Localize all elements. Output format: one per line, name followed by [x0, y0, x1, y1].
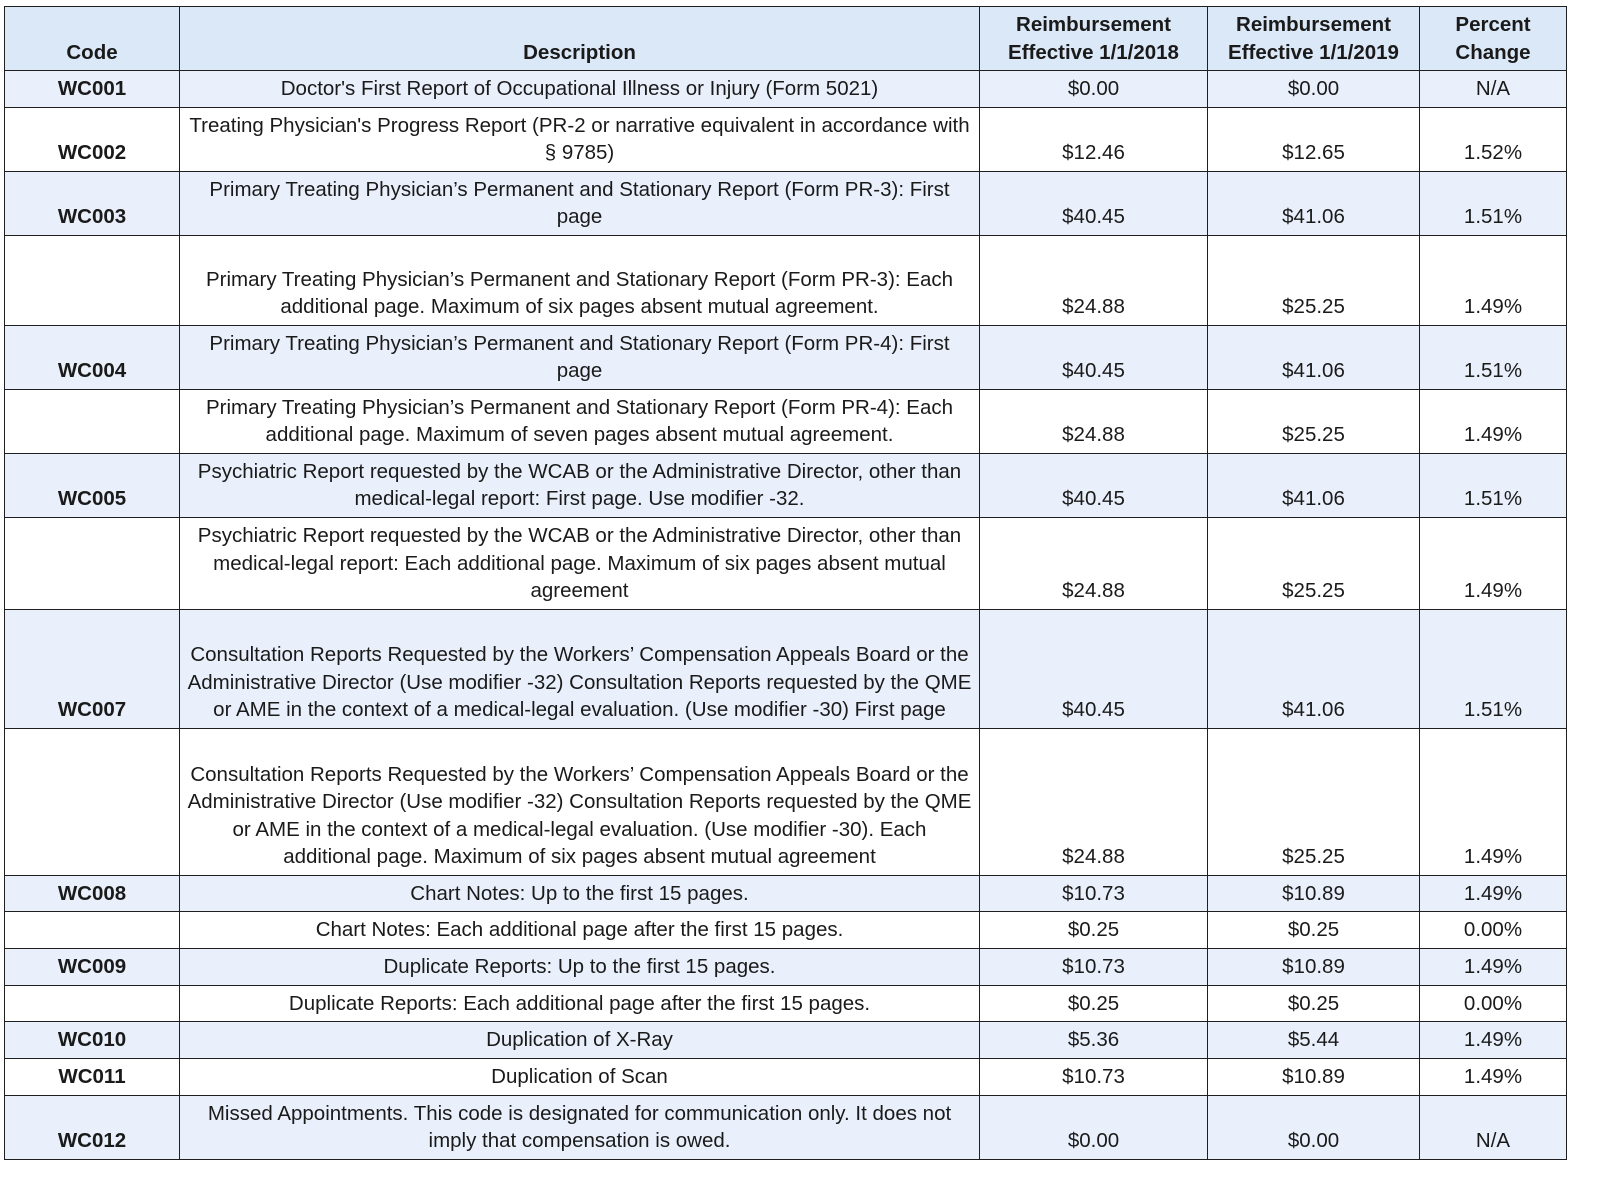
- reimbursement-2019-cell: $10.89: [1208, 875, 1420, 912]
- table-row: [5, 609, 1567, 728]
- header-description: Description: [180, 7, 980, 71]
- reimbursement-2018-cell: $0.25: [980, 985, 1208, 1022]
- code-cell: WC009: [5, 948, 180, 985]
- table-row: [5, 71, 1567, 108]
- percent-change-cell: 1.51%: [1420, 453, 1567, 517]
- percent-change-cell: 0.00%: [1420, 985, 1567, 1022]
- description-cell: Duplicate Reports: Each additional page after the first 15 pages.: [180, 985, 980, 1022]
- description-cell: Consultation Reports Requested by the Workers’ Compensation Appeals Board or the Administrative Director (Use modifier -32) Consultation Reports requested by the QME or AME in the context of a medical-legal evaluation. (Use modifier -30) First page: [180, 609, 980, 728]
- percent-change-cell: 1.49%: [1420, 875, 1567, 912]
- percent-change-cell: N/A: [1420, 1095, 1567, 1159]
- code-cell: WC008: [5, 875, 180, 912]
- description-cell: Primary Treating Physician’s Permanent and Stationary Report (Form PR-4): Each additional page. Maximum of seven pages absent mutual agreement.: [180, 389, 980, 453]
- code-cell: [5, 235, 180, 325]
- reimbursement-2018-cell: $24.88: [980, 517, 1208, 609]
- code-cell: WC002: [5, 107, 180, 171]
- percent-change-cell: 1.49%: [1420, 1058, 1567, 1095]
- table-row: [5, 912, 1567, 949]
- table-row: [5, 107, 1567, 171]
- percent-change-cell: 1.52%: [1420, 107, 1567, 171]
- table-row: [5, 389, 1567, 453]
- code-cell: [5, 517, 180, 609]
- reimbursement-2018-cell: $0.25: [980, 912, 1208, 949]
- table-row: [5, 1058, 1567, 1095]
- reimbursement-2019-cell: $0.00: [1208, 71, 1420, 108]
- description-cell: Treating Physician's Progress Report (PR-2 or narrative equivalent in accordance with § 9785): [180, 107, 980, 171]
- code-cell: WC012: [5, 1095, 180, 1159]
- reimbursement-2018-cell: $40.45: [980, 453, 1208, 517]
- percent-change-cell: 1.51%: [1420, 325, 1567, 389]
- code-cell: [5, 728, 180, 875]
- reimbursement-2019-cell: $0.25: [1208, 985, 1420, 1022]
- reimbursement-2018-cell: $0.00: [980, 1095, 1208, 1159]
- percent-change-cell: N/A: [1420, 71, 1567, 108]
- header-reimbursement-2019: Reimbursement Effective 1/1/2019: [1208, 7, 1420, 71]
- reimbursement-2018-cell: $10.73: [980, 1058, 1208, 1095]
- reimbursement-2019-cell: $25.25: [1208, 389, 1420, 453]
- reimbursement-2019-cell: $41.06: [1208, 171, 1420, 235]
- reimbursement-2019-cell: $0.00: [1208, 1095, 1420, 1159]
- description-cell: Consultation Reports Requested by the Workers’ Compensation Appeals Board or the Administrative Director (Use modifier -32) Consultation Reports requested by the QME or AME in the context of a medical-legal evaluation. (Use modifier -30). Each additional page. Maximum of six pages absent mutual agreement: [180, 728, 980, 875]
- reimbursement-2019-cell: $10.89: [1208, 948, 1420, 985]
- code-cell: WC001: [5, 71, 180, 108]
- code-cell: WC003: [5, 171, 180, 235]
- reimbursement-2019-cell: $41.06: [1208, 453, 1420, 517]
- reimbursement-2018-cell: $24.88: [980, 235, 1208, 325]
- code-cell: WC010: [5, 1022, 180, 1059]
- reimbursement-2019-cell: $10.89: [1208, 1058, 1420, 1095]
- reimbursement-2018-cell: $24.88: [980, 389, 1208, 453]
- table-row: [5, 985, 1567, 1022]
- code-cell: [5, 389, 180, 453]
- header-reimbursement-2018: Reimbursement Effective 1/1/2018: [980, 7, 1208, 71]
- percent-change-cell: 1.49%: [1420, 948, 1567, 985]
- reimbursement-2019-cell: $25.25: [1208, 728, 1420, 875]
- description-cell: Psychiatric Report requested by the WCAB or the Administrative Director, other than medical-legal report: Each additional page. Maximum of six pages absent mutual agreement: [180, 517, 980, 609]
- header-code: Code: [5, 7, 180, 71]
- reimbursement-2018-cell: $10.73: [980, 948, 1208, 985]
- reimbursement-2018-cell: $40.45: [980, 609, 1208, 728]
- table-row: [5, 728, 1567, 875]
- reimbursement-2019-cell: $12.65: [1208, 107, 1420, 171]
- percent-change-cell: 1.49%: [1420, 517, 1567, 609]
- description-cell: Missed Appointments. This code is designated for communication only. It does not imply that compensation is owed.: [180, 1095, 980, 1159]
- reimbursement-2019-cell: $0.25: [1208, 912, 1420, 949]
- code-cell: [5, 985, 180, 1022]
- table-row: [5, 517, 1567, 609]
- description-cell: Chart Notes: Each additional page after the first 15 pages.: [180, 912, 980, 949]
- reimbursement-2019-cell: $41.06: [1208, 609, 1420, 728]
- table-row: [5, 948, 1567, 985]
- reimbursement-2019-cell: $25.25: [1208, 517, 1420, 609]
- percent-change-cell: 1.49%: [1420, 1022, 1567, 1059]
- reimbursement-2018-cell: $10.73: [980, 875, 1208, 912]
- reimbursement-2018-cell: $12.46: [980, 107, 1208, 171]
- code-cell: WC011: [5, 1058, 180, 1095]
- reimbursement-2018-cell: $24.88: [980, 728, 1208, 875]
- table-row: [5, 325, 1567, 389]
- percent-change-cell: 1.49%: [1420, 235, 1567, 325]
- header-row: [5, 7, 1567, 71]
- description-cell: Duplication of Scan: [180, 1058, 980, 1095]
- reimbursement-2019-cell: $41.06: [1208, 325, 1420, 389]
- description-cell: Duplication of X-Ray: [180, 1022, 980, 1059]
- table-row: [5, 453, 1567, 517]
- reimbursement-2019-cell: $5.44: [1208, 1022, 1420, 1059]
- percent-change-cell: 1.51%: [1420, 171, 1567, 235]
- percent-change-cell: 0.00%: [1420, 912, 1567, 949]
- table-row: [5, 1095, 1567, 1159]
- percent-change-cell: 1.49%: [1420, 389, 1567, 453]
- table-row: [5, 235, 1567, 325]
- description-cell: Primary Treating Physician’s Permanent and Stationary Report (Form PR-3): Each additional page. Maximum of six pages absent mutual agreement.: [180, 235, 980, 325]
- description-cell: Psychiatric Report requested by the WCAB or the Administrative Director, other than medical-legal report: First page. Use modifier -32.: [180, 453, 980, 517]
- description-cell: Primary Treating Physician’s Permanent and Stationary Report (Form PR-4): First page: [180, 325, 980, 389]
- percent-change-cell: 1.51%: [1420, 609, 1567, 728]
- description-cell: Duplicate Reports: Up to the first 15 pages.: [180, 948, 980, 985]
- percent-change-cell: 1.49%: [1420, 728, 1567, 875]
- description-cell: Chart Notes: Up to the first 15 pages.: [180, 875, 980, 912]
- reimbursement-2018-cell: $40.45: [980, 171, 1208, 235]
- code-cell: WC005: [5, 453, 180, 517]
- fee-schedule-table: [4, 6, 1567, 1160]
- code-cell: WC004: [5, 325, 180, 389]
- table-row: [5, 171, 1567, 235]
- reimbursement-2019-cell: $25.25: [1208, 235, 1420, 325]
- reimbursement-2018-cell: $5.36: [980, 1022, 1208, 1059]
- description-cell: Primary Treating Physician’s Permanent and Stationary Report (Form PR-3): First page: [180, 171, 980, 235]
- table-row: [5, 875, 1567, 912]
- header-percent-change: Percent Change: [1420, 7, 1567, 71]
- code-cell: [5, 912, 180, 949]
- table-row: [5, 1022, 1567, 1059]
- reimbursement-2018-cell: $0.00: [980, 71, 1208, 108]
- description-cell: Doctor's First Report of Occupational Illness or Injury (Form 5021): [180, 71, 980, 108]
- reimbursement-2018-cell: $40.45: [980, 325, 1208, 389]
- code-cell: WC007: [5, 609, 180, 728]
